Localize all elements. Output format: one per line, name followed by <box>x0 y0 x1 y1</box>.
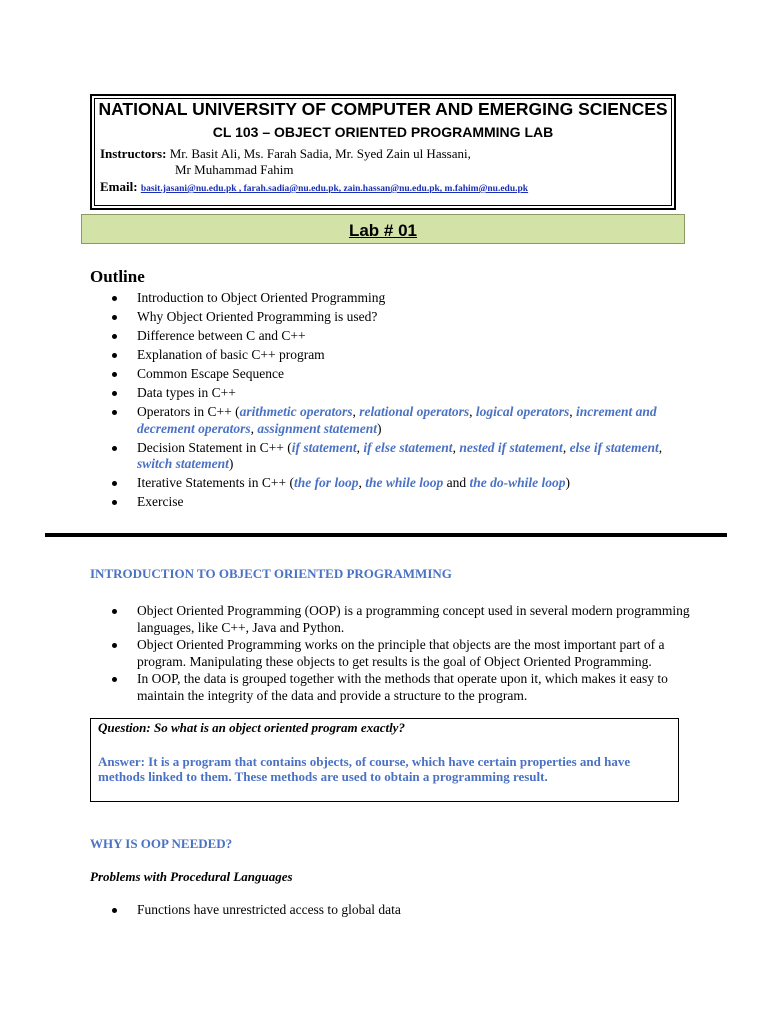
decision-link: if statement <box>291 439 357 455</box>
email-links[interactable]: basit.jasani@nu.edu.pk , farah.sadia@nu.edu.pk, zain.hassan@nu.edu.pk, m.fahim@nu.edu.pk <box>140 184 529 194</box>
separator: , <box>250 420 258 436</box>
header-box <box>90 94 676 210</box>
separator: , <box>452 439 460 455</box>
operator-link: increment and decrement operators <box>137 404 657 436</box>
university-name: NATIONAL UNIVERSITY OF COMPUTER AND EMERGING SCIENCES <box>98 99 668 119</box>
item-text: Decision Statement in C++ ( <box>137 439 292 455</box>
list-item-operators <box>92 404 692 437</box>
item-text: ) <box>228 456 234 471</box>
item-text: Iterative Statements in C++ ( <box>137 475 294 490</box>
list-item: Introduction to Object Oriented Programming <box>92 290 692 307</box>
email-line <box>100 179 528 195</box>
separator: , <box>352 404 360 419</box>
item-text: ) <box>565 475 570 490</box>
qa-box <box>90 718 679 802</box>
outline-list <box>92 290 692 513</box>
loop-link: the while loop <box>365 475 444 490</box>
why-heading: WHY IS OOP NEEDED? <box>90 836 233 851</box>
list-item-iterative <box>92 475 692 492</box>
answer-text: Answer: It is a program that contains objects, of course, which have certain properties and have methods linked to them. These methods are used to obtain a programming result. <box>98 754 631 784</box>
decision-link: switch statement <box>137 456 229 471</box>
outline-heading: Outline <box>90 267 145 286</box>
list-item: Data types in C++ <box>92 385 692 402</box>
operator-link: arithmetic operators <box>239 404 353 419</box>
decision-link: nested if statement <box>459 439 563 455</box>
instructors-label: Instructors: <box>100 146 167 161</box>
lab-title-bar <box>81 214 685 244</box>
operator-link: assignment statement <box>257 420 378 436</box>
item-text: ) <box>377 420 382 436</box>
list-item: Common Escape Sequence <box>92 366 692 383</box>
list-item: Difference between C and C++ <box>92 328 692 345</box>
list-item: Object Oriented Programming works on the principle that objects are the most important part of a program. Manipulating these objects to get results is the goal of Object Oriented Programming. <box>92 637 692 670</box>
loop-link: the for loop <box>293 475 359 490</box>
procedural-list <box>92 902 692 919</box>
list-item: Exercise <box>92 494 692 511</box>
instructors <box>100 146 471 161</box>
list-item: Object Oriented Programming (OOP) is a programming concept used in several modern programming languages, like C++, Java and Python. <box>92 603 692 636</box>
loop-link: the do-while loop <box>469 475 566 490</box>
separator: , <box>569 404 576 419</box>
separator: , <box>358 475 366 490</box>
item-text: Operators in C++ ( <box>137 404 240 419</box>
list-item: Functions have unrestricted access to global data <box>92 902 692 919</box>
separator: , <box>469 404 476 419</box>
section-divider <box>45 533 727 537</box>
instructors-names-2: Mr Muhammad Fahim <box>175 162 294 177</box>
question-text: Question: So what is an object oriented program exactly? <box>98 720 405 735</box>
separator: , <box>562 439 570 455</box>
list-item: In OOP, the data is grouped together with the methods that operate upon it, which makes it easy to maintain the integrity of the data and provide a structure to the program. <box>92 671 692 704</box>
instructors-names: Mr. Basit Ali, Ms. Farah Sadia, Mr. Syed Zain ul Hassani, <box>169 146 471 161</box>
operator-link: relational operators <box>359 404 470 419</box>
separator: and <box>443 475 470 490</box>
procedural-subheading: Problems with Procedural Languages <box>90 869 293 884</box>
decision-link: else if statement <box>569 439 659 455</box>
list-item: Why Object Oriented Programming is used? <box>92 309 692 326</box>
list-item-decision <box>92 440 692 473</box>
lab-title: Lab # 01 <box>348 221 418 240</box>
intro-heading: INTRODUCTION TO OBJECT ORIENTED PROGRAMMING <box>90 566 452 581</box>
separator: , <box>356 439 364 455</box>
decision-link: if else statement <box>363 439 453 455</box>
list-item: Explanation of basic C++ program <box>92 347 692 364</box>
email-label: Email: <box>100 179 138 194</box>
course-title: CL 103 – OBJECT ORIENTED PROGRAMMING LAB <box>212 124 554 140</box>
intro-list <box>92 603 692 705</box>
operator-link: logical operators <box>475 404 570 419</box>
separator: , <box>658 439 663 455</box>
